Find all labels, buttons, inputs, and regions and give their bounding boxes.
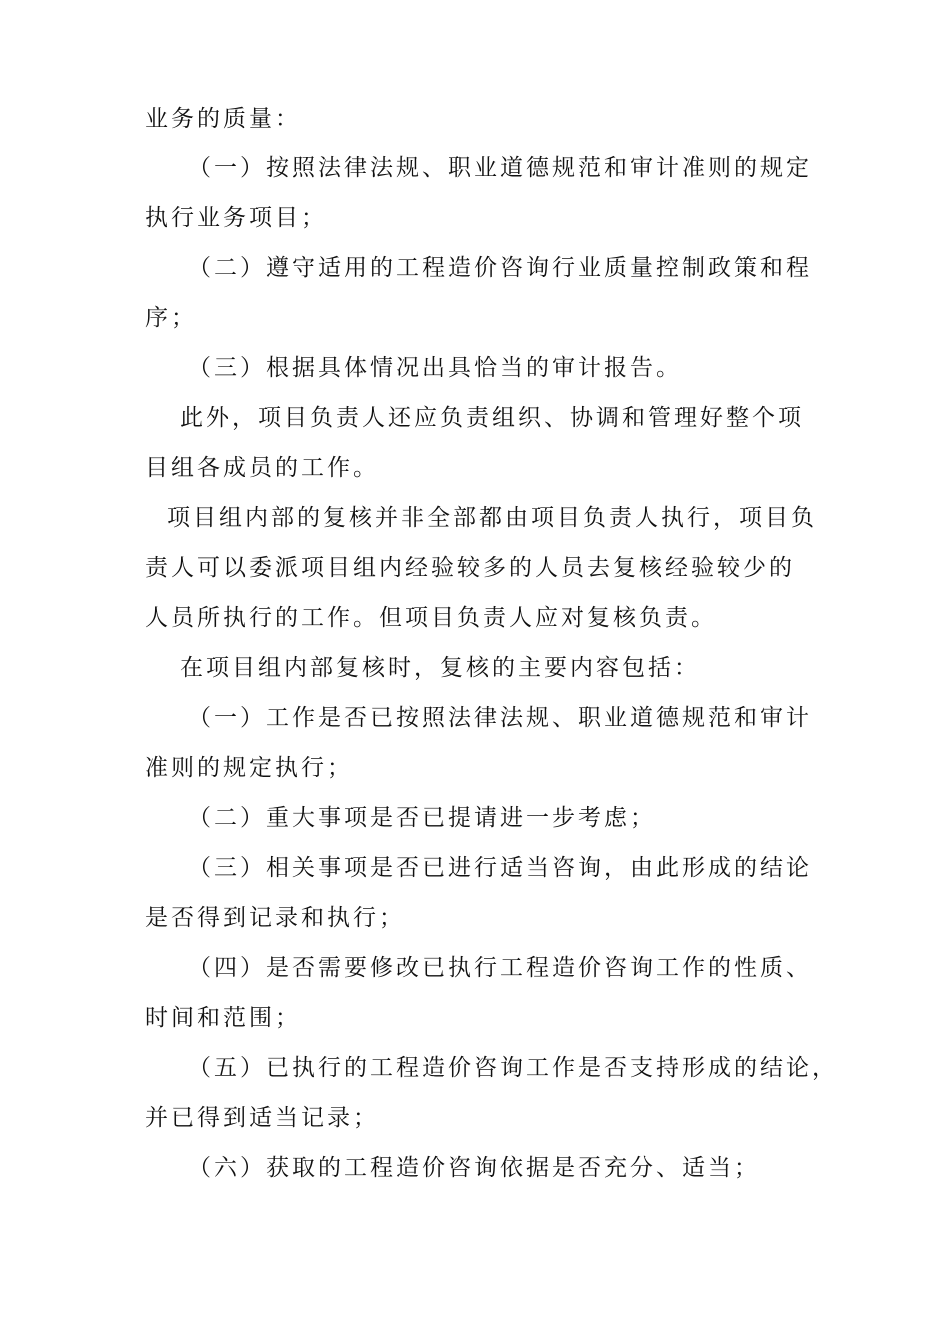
text-line: （一）工作是否已按照法律法规、职业道德规范和审计 (188, 705, 812, 731)
text-line: 准则的规定执行； (145, 755, 353, 781)
text-line: 此外，项目负责人还应负责组织、协调和管理好整个项 (180, 405, 804, 431)
text-line: 业务的质量： (145, 106, 301, 132)
text-line: 并已得到适当记录； (145, 1105, 379, 1131)
text-line: 执行业务项目； (145, 205, 327, 231)
text-line: （一）按照法律法规、职业道德规范和审计准则的规定 (188, 155, 812, 181)
text-line: 在项目组内部复核时，复核的主要内容包括： (180, 655, 700, 681)
text-line: （六）获取的工程造价咨询依据是否充分、适当； (188, 1155, 760, 1181)
text-line: 责人可以委派项目组内经验较多的人员去复核经验较少的 (145, 555, 795, 581)
text-line: （二）遵守适用的工程造价咨询行业质量控制政策和程 (188, 255, 812, 281)
text-line: （三）相关事项是否已进行适当咨询，由此形成的结论 (188, 855, 812, 881)
text-line: （三）根据具体情况出具恰当的审计报告。 (188, 355, 682, 381)
text-line: 项目组内部的复核并非全部都由项目负责人执行，项目负 (167, 505, 817, 531)
text-line: （四）是否需要修改已执行工程造价咨询工作的性质、 (188, 955, 812, 981)
text-line: （五）已执行的工程造价咨询工作是否支持形成的结论， (188, 1055, 838, 1081)
text-line: 人员所执行的工作。但项目负责人应对复核负责。 (145, 605, 717, 631)
text-line: 序； (145, 305, 197, 331)
text-line: 时间和范围； (145, 1005, 301, 1031)
text-line: （二）重大事项是否已提请进一步考虑； (188, 805, 656, 831)
text-line: 是否得到记录和执行； (145, 905, 405, 931)
text-line: 目组各成员的工作。 (145, 455, 379, 481)
